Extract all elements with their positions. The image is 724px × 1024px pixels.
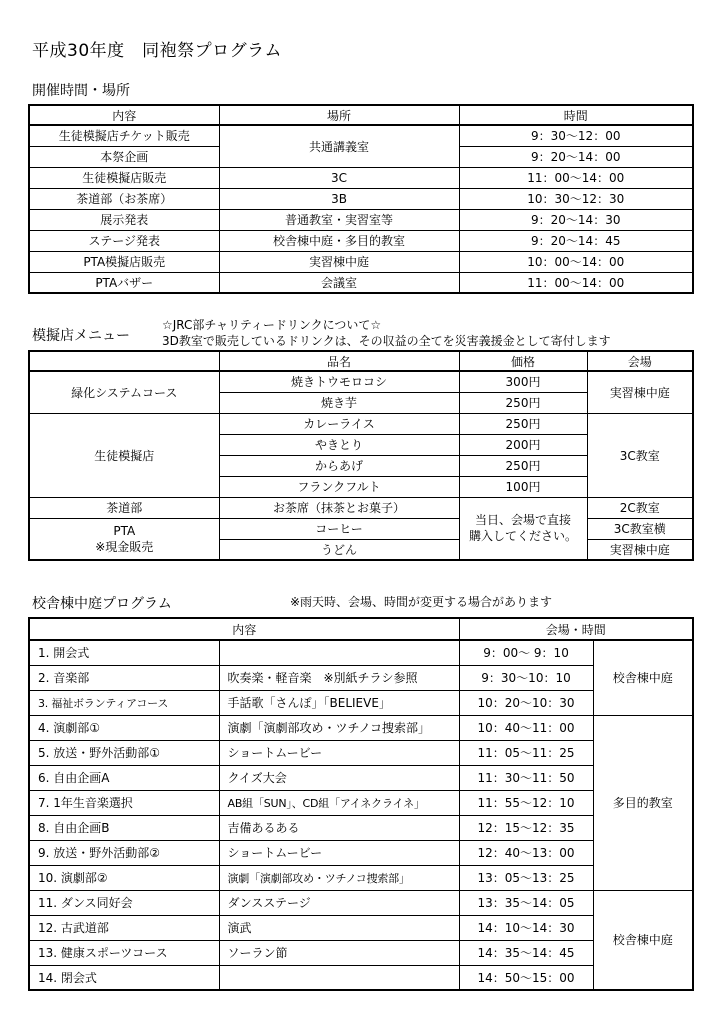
column-header: 価格 [459, 351, 587, 371]
menu-item: 焼き芋 [219, 392, 459, 413]
column-header: 会場 [587, 351, 693, 371]
schedule-content: ステージ発表 [29, 230, 219, 251]
schedule-time: 9：20～14：30 [459, 209, 693, 230]
program-title: 1. 開会式 [29, 640, 219, 665]
program-time: 10：20～10：30 [459, 690, 593, 715]
schedule-place: 共通講義室 [219, 125, 459, 167]
menu-group: 茶道部 [29, 497, 219, 518]
program-table [28, 617, 694, 991]
table-row [29, 209, 693, 230]
schedule-time: 11：00～14：00 [459, 272, 693, 293]
program-time: 14：35～14：45 [459, 940, 593, 965]
program-title: 12. 古武道部 [29, 915, 219, 940]
rain-note: ※雨天時、会場、時間が変更する場合があります [290, 595, 553, 609]
program-time: 13：05～13：25 [459, 865, 593, 890]
jrc-note-text: 3D教室で販売しているドリンクは、その収益の全てを災害義援金として寄付します [162, 334, 611, 348]
table-row [29, 715, 693, 740]
schedule-content: PTAバザー [29, 272, 219, 293]
program-time: 11：05～11：25 [459, 740, 593, 765]
column-header: 品名 [219, 351, 459, 371]
table-header-row [29, 618, 693, 640]
program-detail: クイズ大会 [219, 765, 459, 790]
schedule-content: 展示発表 [29, 209, 219, 230]
menu-item: やきとり [219, 434, 459, 455]
program-time: 9：00～ 9：10 [459, 640, 593, 665]
program-title: 11. ダンス同好会 [29, 890, 219, 915]
schedule-place: 3B [219, 188, 459, 209]
program-title: 5. 放送・野外活動部① [29, 740, 219, 765]
menu-heading: 模擬店メニュー [32, 328, 130, 344]
menu-item: お茶席（抹茶とお菓子） [219, 497, 459, 518]
menu-price: 250円 [459, 392, 587, 413]
table-row [29, 125, 693, 146]
menu-item: フランクフルト [219, 476, 459, 497]
column-header: 会場・時間 [459, 618, 693, 640]
table-header-row [29, 105, 693, 125]
program-title: 9. 放送・野外活動部② [29, 840, 219, 865]
menu-item: カレーライス [219, 413, 459, 434]
program-heading: 校舎棟中庭プログラム [32, 596, 172, 612]
table-row [29, 167, 693, 188]
schedule-content: 本祭企画 [29, 146, 219, 167]
schedule-time: 9：20～14：00 [459, 146, 693, 167]
schedule-time: 9：20～14：45 [459, 230, 693, 251]
program-detail: 吹奏楽・軽音楽 ※別紙チラシ参照 [219, 665, 459, 690]
program-venue: 校舎棟中庭 [593, 640, 693, 715]
menu-item: からあげ [219, 455, 459, 476]
program-detail [219, 965, 459, 990]
menu-price: 200円 [459, 434, 587, 455]
menu-item: うどん [219, 539, 459, 560]
program-detail: ソーラン節 [219, 940, 459, 965]
program-venue: 校舎棟中庭 [593, 890, 693, 990]
program-detail: ダンスステージ [219, 890, 459, 915]
menu-group-line: ※現金販売 [95, 539, 154, 554]
table-row [29, 251, 693, 272]
column-header: 場所 [219, 105, 459, 125]
schedule-time: 9：30～12：00 [459, 125, 693, 146]
column-header-empty [29, 351, 219, 371]
program-title: 7. 1年生音楽選択 [29, 790, 219, 815]
schedule-time: 10：00～14：00 [459, 251, 693, 272]
direct-purchase-note [459, 497, 587, 560]
column-header: 時間 [459, 105, 693, 125]
menu-price: 300円 [459, 371, 587, 392]
schedule-content: 生徒模擬店販売 [29, 167, 219, 188]
program-detail: ショートムービー [219, 840, 459, 865]
program-time: 10：40～11：00 [459, 715, 593, 740]
column-header: 内容 [29, 618, 459, 640]
schedule-table [28, 104, 694, 294]
schedule-content: 生徒模擬店チケット販売 [29, 125, 219, 146]
program-time: 13：35～14：05 [459, 890, 593, 915]
menu-price: 100円 [459, 476, 587, 497]
menu-group: 緑化システムコース [29, 371, 219, 413]
menu-item: コーヒー [219, 518, 459, 539]
program-title: 10. 演劇部② [29, 865, 219, 890]
program-time: 14：50～15：00 [459, 965, 593, 990]
program-title: 14. 閉会式 [29, 965, 219, 990]
table-row [29, 188, 693, 209]
program-venue: 多目的教室 [593, 715, 693, 890]
program-title: 6. 自由企画A [29, 765, 219, 790]
menu-venue: 実習棟中庭 [587, 539, 693, 560]
program-detail: 演劇「演劇部攻め・ツチノコ捜索部」 [219, 865, 459, 890]
program-detail: 吉備あるある [219, 815, 459, 840]
program-time: 12：40～13：00 [459, 840, 593, 865]
direct-purchase-line: 当日、会場で直接 [474, 513, 571, 528]
program-title: 3. 福祉ボランティアコース [29, 690, 219, 715]
program-detail: AB組「SUN」、CD組「アイネクライネ」 [219, 790, 459, 815]
table-row [29, 640, 693, 665]
direct-purchase-line: 購入してください。 [468, 529, 577, 544]
schedule-time: 10：30～12：30 [459, 188, 693, 209]
program-time: 14：10～14：30 [459, 915, 593, 940]
schedule-time: 11：00～14：00 [459, 167, 693, 188]
menu-item: 焼きトウモロコシ [219, 371, 459, 392]
program-title: 2. 音楽部 [29, 665, 219, 690]
program-time: 11：55～12：10 [459, 790, 593, 815]
table-row [29, 230, 693, 251]
menu-table [28, 350, 694, 561]
program-detail: 手話歌「さんぽ」「BELIEVE」 [219, 690, 459, 715]
schedule-content: PTA模擬店販売 [29, 251, 219, 272]
menu-price: 250円 [459, 413, 587, 434]
table-row [29, 371, 693, 392]
program-title: 4. 演劇部① [29, 715, 219, 740]
table-header-row [29, 351, 693, 371]
menu-group: 生徒模擬店 [29, 413, 219, 497]
program-title: 13. 健康スポーツコース [29, 940, 219, 965]
table-row [29, 272, 693, 293]
menu-group-line: PTA [113, 523, 136, 538]
menu-venue: 3C教室横 [587, 518, 693, 539]
column-header: 内容 [29, 105, 219, 125]
menu-venue: 実習棟中庭 [587, 371, 693, 413]
table-row [29, 890, 693, 915]
table-row [29, 497, 693, 518]
jrc-note-title: ☆JRC部チャリティードリンクについて☆ [162, 318, 382, 332]
menu-venue: 3C教室 [587, 413, 693, 497]
menu-group [29, 518, 219, 560]
program-time: 12：15～12：35 [459, 815, 593, 840]
schedule-place: 校舎棟中庭・多目的教室 [219, 230, 459, 251]
schedule-place: 実習棟中庭 [219, 251, 459, 272]
schedule-content: 茶道部（お茶席） [29, 188, 219, 209]
program-detail: 演武 [219, 915, 459, 940]
schedule-place: 3C [219, 167, 459, 188]
program-time: 11：30～11：50 [459, 765, 593, 790]
program-detail: ショートムービー [219, 740, 459, 765]
table-row [29, 518, 693, 539]
program-detail [219, 640, 459, 665]
program-title: 8. 自由企画B [29, 815, 219, 840]
table-row [29, 413, 693, 434]
schedule-heading: 開催時間・場所 [32, 83, 130, 99]
program-time: 9：30～10：10 [459, 665, 593, 690]
page-title: 平成30年度 同袍祭プログラム [32, 41, 282, 61]
schedule-place: 会議室 [219, 272, 459, 293]
menu-price: 250円 [459, 455, 587, 476]
program-detail: 演劇「演劇部攻め・ツチノコ捜索部」 [219, 715, 459, 740]
menu-venue: 2C教室 [587, 497, 693, 518]
schedule-place: 普通教室・実習室等 [219, 209, 459, 230]
